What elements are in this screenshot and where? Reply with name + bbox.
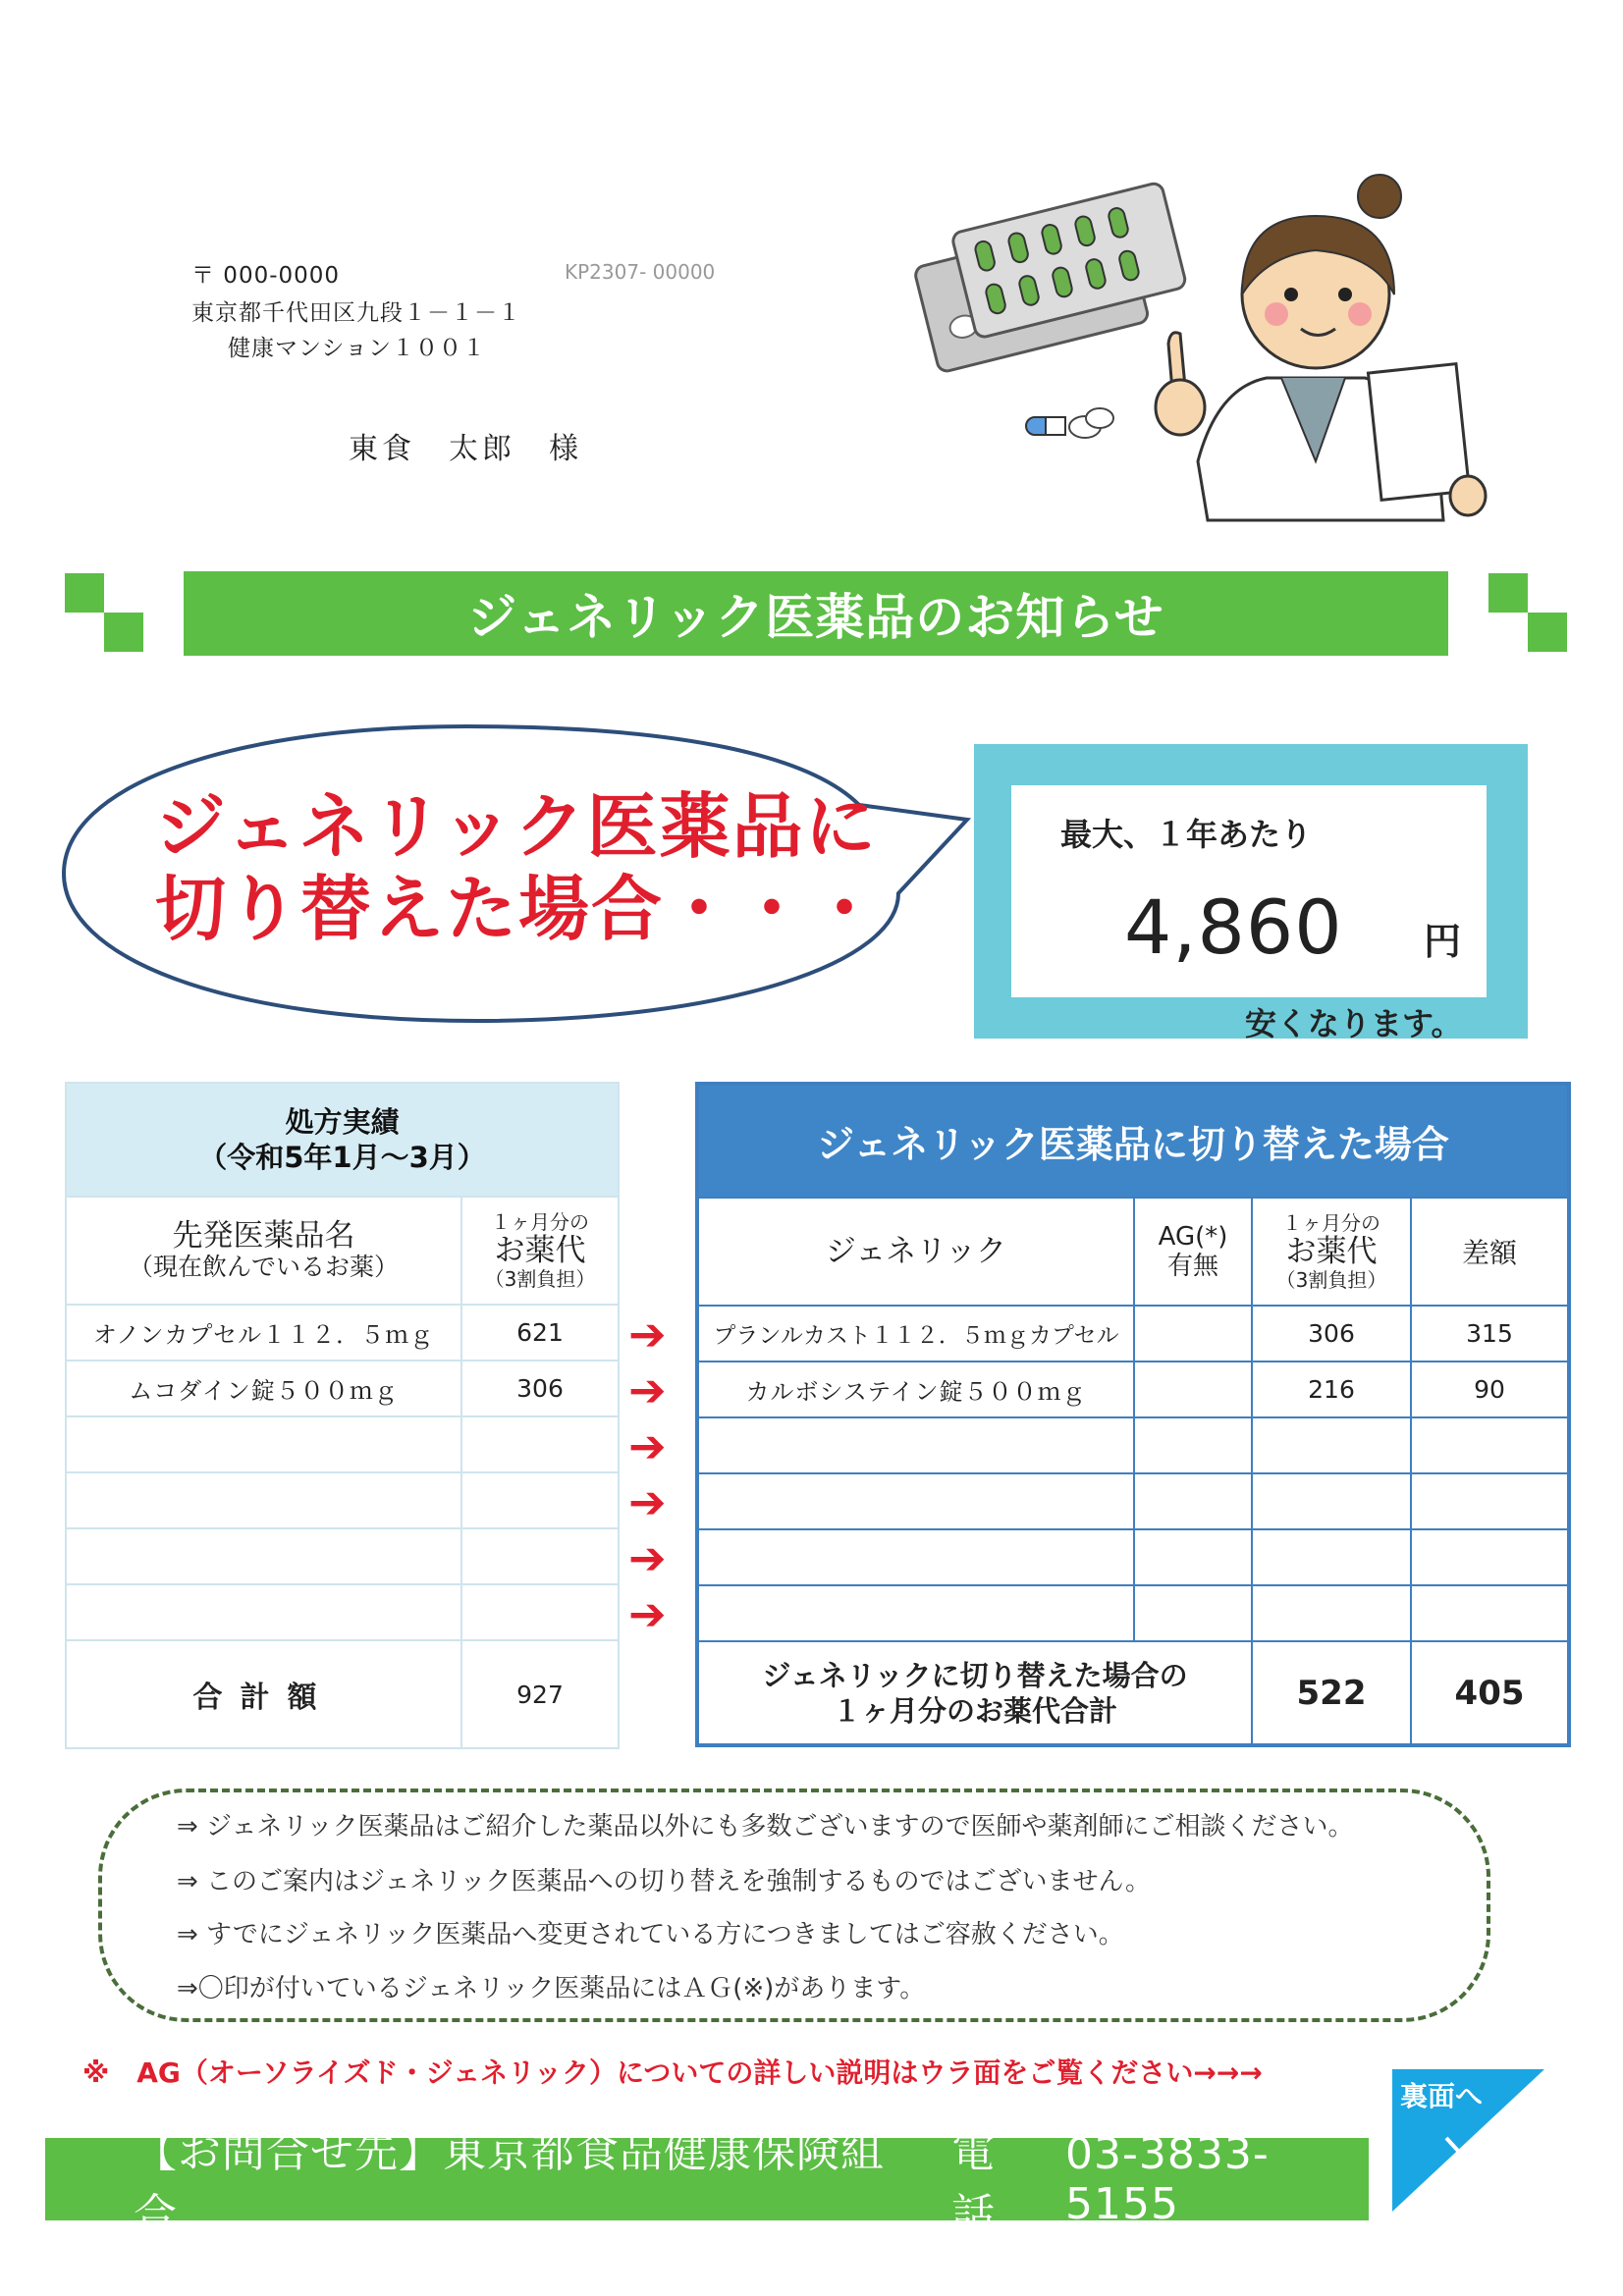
arrow-right-icon: ➔ [628,1587,667,1640]
table-row [697,1417,1569,1473]
generic-header: ジェネリック医薬品に切り替えた場合 [697,1084,1569,1198]
contact-footer [45,2127,1369,2240]
phone-number: 03-3833-5155 [1065,2129,1270,2229]
decor-square [1528,613,1567,652]
postal-code: 〒 000-0000 [191,263,341,289]
decor-square [104,613,143,652]
pharmacist-icon [1156,175,1486,520]
generic-total-label: ジェネリックに切り替えた場合の １ヶ月分のお薬代合計 [697,1641,1252,1745]
col-generic-name: ジェネリック [697,1198,1134,1306]
total-label: 合計額 [66,1640,461,1748]
table-row: プランルカスト１１２．５ｍｇカプセル 306 315 [697,1306,1569,1362]
address-line1: 東京都千代田区九段１－１－１ [191,300,521,326]
table-row [697,1529,1569,1585]
col-difference: 差額 [1411,1198,1569,1306]
reference-code: KP2307- 00000 [565,260,716,284]
total-row [66,1640,619,1748]
recipient-name: 東食 太郎 様 [349,432,582,466]
page-title: ジェネリック医薬品のお知らせ [184,571,1448,656]
arrow-right-icon: ➔ [628,1363,667,1416]
bubble-line2: 切り替えた場合・・・ [155,868,883,950]
loose-pills-icon [1026,408,1113,438]
table-row [697,1473,1569,1529]
note-line: ⇒ このご案内はジェネリック医薬品への切り替えを強制するものではございません。 [177,1867,1152,1896]
col-monthly-cost: １ヶ月分の お薬代 （3割負担） [461,1197,619,1305]
bubble-line1: ジェネリック医薬品に [155,785,878,868]
table-row [66,1472,619,1528]
arrow-right-icon: ➔ [628,1308,667,1361]
decor-square [1488,573,1528,613]
table-row [66,1584,619,1640]
phone-label: 電話 [951,2127,997,2240]
ag-note: ※ AG（オーソライズド・ジェネリック）についての詳しい説明はウラ面をご覧ください→→→ [82,2056,1263,2089]
arrow-right-icon: ➔ [628,1531,667,1584]
pharmacist-illustration [903,167,1532,530]
generic-total-diff: 405 [1411,1641,1569,1745]
total-value: 927 [461,1640,619,1748]
generic-total-cost: 522 [1252,1641,1411,1745]
total-row [697,1641,1569,1745]
decor-square [65,573,104,613]
table-row [66,1528,619,1584]
savings-unit: 円 [1424,920,1462,963]
table-row [697,1585,1569,1641]
table-row: ムコダイン錠５００ｍｇ 306 [66,1361,619,1416]
capsule-pack-icon [951,182,1187,339]
note-line: ⇒ ジェネリック医薬品はご紹介した薬品以外にも多数ございますので医師や薬剤師にご相談ください。 [177,1812,1354,1842]
prescription-table [65,1082,620,1749]
back-side-label[interactable]: 裏面へ [1400,2080,1484,2112]
note-line: ⇒〇印が付いているジェネリック医薬品にはＡＧ(※)があります。 [177,1974,926,2003]
col-brand-name: 先発医薬品名 （現在飲んでいるお薬） [66,1197,461,1305]
savings-suffix: 安くなります。 [1245,1005,1463,1042]
arrow-right-icon: ➔ [628,1419,667,1472]
prescription-header: 処方実績 （令和5年1月～3月） [66,1083,619,1197]
contact-label: 【お問合せ先】東京都食品健康保険組合 [134,2127,885,2240]
savings-amount: 4,860 [1124,883,1343,971]
savings-label: 最大、１年あたり [1060,816,1313,853]
col-monthly-cost: １ヶ月分の お薬代 （3割負担） [1252,1198,1411,1306]
table-row: オノンカプセル１１２．５ｍｇ 621 [66,1305,619,1361]
col-ag: AG(*) 有無 [1134,1198,1252,1306]
arrow-right-icon: ➔ [628,1475,667,1528]
note-line: ⇒ すでにジェネリック医薬品へ変更されている方につきましてはご容赦ください。 [177,1920,1124,1949]
table-row [66,1416,619,1472]
table-row: カルボシステイン錠５００ｍｇ 216 90 [697,1362,1569,1417]
address-line2: 健康マンション１００１ [228,336,486,361]
generic-table [695,1082,1571,1747]
